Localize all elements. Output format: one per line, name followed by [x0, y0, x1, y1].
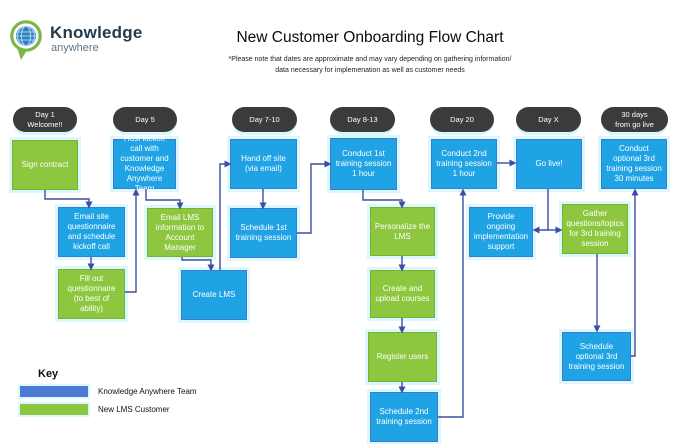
flow-node-schedule-optional-3rd: Schedule optional 3rd training session: [562, 332, 631, 381]
flow-arrow-e3: [125, 194, 136, 292]
flow-node-fill-out-questionnaire: Fill out questionnaire (to best of ability): [58, 269, 125, 319]
flow-arrow-e8: [297, 164, 326, 233]
flow-node-email-site-questionnaire: Email site questionnaire and schedule kickoff call: [58, 207, 125, 257]
day-pill-label: Day 1: [35, 109, 55, 119]
day-pill-label: Day 7-10: [249, 114, 280, 124]
day-pill-label: from go live: [615, 119, 654, 129]
day-pill-label: 30 days: [621, 109, 648, 119]
day-pill-day-20: [430, 107, 494, 132]
legend-swatch-0: [20, 386, 88, 397]
flow-arrow-e13: [438, 194, 463, 417]
day-pill-day-5: [113, 107, 177, 132]
flow-node-host-kickoff-call: Host kickoff call with customer and Knowledge Anywhere Team: [113, 139, 176, 189]
day-pill-label: Day 5: [135, 114, 155, 124]
flow-node-register-users: Register users: [368, 332, 437, 382]
flow-node-schedule-2nd-training: Schedule 2nd training session: [370, 392, 438, 442]
legend-swatch-1: [20, 404, 88, 415]
page-title: New Customer Onboarding Flow Chart: [236, 29, 504, 46]
flow-arrow-e9: [363, 190, 402, 203]
flow-arrow-e18: [631, 194, 635, 356]
day-pill-day-8-13: [330, 107, 395, 132]
disclaimer-note: [170, 55, 570, 76]
flow-node-schedule-1st-training: Schedule 1st training session: [230, 208, 297, 258]
flow-arrow-e1: [45, 190, 89, 203]
day-pill-label: Welcome!!: [27, 119, 63, 129]
flow-node-create-upload-courses: Create and upload courses: [370, 270, 435, 318]
flow-node-conduct-1st-training: Conduct 1st training session 1 hour: [330, 138, 397, 190]
day-pill-label: Day 20: [450, 114, 474, 124]
flow-node-conduct-optional-3rd: Conduct optional 3rd training session 30 minutes: [601, 139, 667, 189]
day-pill-day-30-after: [601, 107, 668, 132]
day-pill-day-x: [516, 107, 581, 132]
legend-row: [20, 386, 260, 397]
flow-node-hand-off-site: Hand off site (via email): [230, 139, 297, 189]
legend-title: Key: [38, 368, 59, 380]
flow-node-gather-questions: Gather questions/topics for 3rd training session: [562, 204, 628, 254]
disclaimer-line-2: data necessary for implemenation as well as customer needs: [275, 66, 465, 74]
brand-tagline: anywhere: [51, 42, 99, 54]
legend-label: New LMS Customer: [98, 405, 170, 414]
flow-node-go-live: Go live!: [516, 139, 582, 189]
day-pill-day-7-10: [232, 107, 297, 132]
flow-node-email-lms-information: Email LMS information to Account Manager: [147, 208, 213, 257]
day-pill-day-1: [13, 107, 77, 132]
flow-node-create-lms: Create LMS: [181, 270, 247, 320]
flow-node-conduct-2nd-training: Conduct 2nd training session 1 hour: [431, 139, 497, 189]
legend-row: [20, 404, 260, 415]
flow-node-personalize-lms: Personalize the LMS: [370, 207, 435, 256]
flow-node-provide-ongoing-support: Provide ongoing implementation support: [469, 207, 533, 257]
flow-arrow-e6: [220, 164, 226, 270]
flow-node-sign-contract: Sign contract: [12, 140, 78, 190]
flow-arrow-e15: [538, 189, 548, 230]
flow-arrow-e5: [182, 257, 211, 266]
knowledge-anywhere-logo: [8, 18, 142, 73]
globe-speech-bubble-icon: [8, 18, 44, 73]
disclaimer-line-1: *Please note that dates are approximate and may vary depending on gathering information/: [228, 56, 512, 63]
legend: [20, 368, 260, 422]
legend-label: Knowledge Anywhere Team: [98, 387, 197, 396]
brand-name: Knowledge: [50, 23, 143, 42]
day-pill-label: Day X: [538, 114, 559, 124]
day-pill-label: Day 8-13: [347, 114, 378, 124]
